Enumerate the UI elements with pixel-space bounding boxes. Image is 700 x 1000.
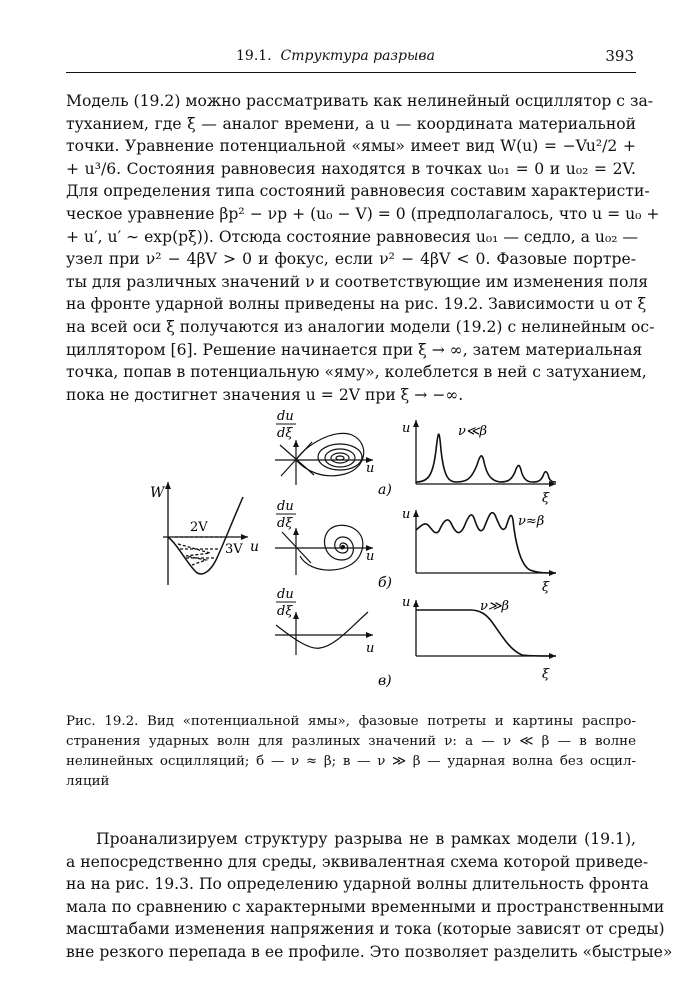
phase-a-du: du [277,409,294,424]
text-line: + u³/6. Состояния равновесия находятся в точках u₀₁ = 0 и u₀₂ = 2V. [66,159,636,178]
caption-line: ляций [66,774,110,789]
profile-c-xi: ξ [542,667,550,682]
profile-c-condition: ν≫β [480,599,510,614]
phase-portrait-a [275,433,373,485]
running-title [236,48,435,64]
text-line: пока не достигнет значения u = 2V при ξ → −∞. [66,385,464,404]
profile-b-condition: ν≈β [518,514,545,529]
orbit [336,456,344,460]
profile-a-u: u [402,421,411,436]
text-line: Для определения типа состояний равновесия составим характеристи- [66,182,650,201]
header-rule [66,72,636,73]
text-line: узел при ν² − 4βV > 0 и фокус, если ν² − 4βV < 0. Фазовые портре- [66,250,636,269]
panel-label-b: б) [378,575,393,591]
phase-b-du: du [277,499,294,514]
profile-a-xi: ξ [542,491,550,506]
text-line: на на рис. 19.3. По определению ударной волны длительность фронта [66,875,649,894]
phase-a-u: u [366,461,375,476]
phase-a-dxi: dξ [277,426,293,441]
section-title: Структура разрыва [280,48,435,64]
page-number: 393 [605,47,634,65]
phase-b-u: u [366,549,375,564]
text-line: на фронте ударной волны приведены на рис. 19.2. Зависимости u от ξ [66,295,647,314]
phase-b-dxi: dξ [277,516,293,531]
figure-19-2 [0,400,700,700]
panel-label-a: а) [378,482,392,498]
caption-line: Рис. 19.2. Вид «потенциальной ямы», фазовые потреты и картины распро- [66,714,636,729]
potential-curve [168,497,243,574]
text-line: + u′, u′ ∼ exp(pξ)). Отсюда состояние равновесия u₀₁ — седло, а u₀₂ — [66,227,639,246]
profile-curve [416,610,556,656]
text-line: ческое уравнение βp² − νp + (u₀ − V) = 0 (предполагалось, что u = u₀ + [66,204,660,223]
label-3v: 3V [225,542,243,557]
text-line: ты для различных значений ν и соответствующие им изменения поля [66,272,649,291]
phase-c-du: du [277,587,294,602]
text-line: а непосредственно для среды, эквивалентная схема которой приведе- [66,852,649,871]
profile-a-condition: ν≪β [458,424,488,439]
text-line: циллятором [6]. Решение начинается при ξ → ∞, затем материальная [66,340,643,359]
text-line: вне резкого перепада в ее профиле. Это позволяет разделить «быстрые» [66,942,673,961]
text-line: мала по сравнению с характерными временными и пространственными [66,897,665,916]
u-axis-label: u [250,539,260,555]
w-axis-label: W [150,485,165,501]
text-line: на всей оси ξ получаются из аналогии модели (19.2) с нелинейным ос- [66,317,655,336]
profile-b-u: u [402,507,411,522]
text-line: Проанализируем структуру разрыва не в рамках модели (19.1), [96,830,636,848]
text-line: точки. Уравнение потенциальной «ямы» имеет вид W(u) = −Vu²/2 + [66,137,636,156]
phase-c-dxi: dξ [277,604,293,619]
panel-label-c: в) [378,673,392,689]
caption-line: нелинейных осцилляций; б — ν ≈ β; в — ν ≫ β — ударная волна без осцил- [66,754,636,769]
caption-line: странения ударных волн для разлиных значений ν: а — ν ≪ β — в волне [66,734,636,749]
section-number: 19.1. [236,48,272,64]
text-line: точка, попав в потенциальную «яму», колеблется в ней с затуханием, [66,363,647,382]
paragraph-1 [66,90,660,406]
phase-c-u: u [366,641,375,656]
text-line: туханием, где ξ — аналог времени, а u — координата материальной [66,114,636,133]
spiral-center [342,546,345,549]
figure-caption [66,712,636,792]
paragraph-2 [66,828,673,964]
profile-c-u: u [402,595,411,610]
running-header [66,44,636,72]
profile-b-xi: ξ [542,580,550,595]
label-2v: 2V [190,520,208,535]
orbit [331,453,349,463]
phase-portrait-b [275,525,373,575]
text-line: масштабами изменения напряжения и тока (которые зависят от среды) [66,920,665,939]
profile-curve [416,434,556,482]
text-line: Модель (19.2) можно рассматривать как нелинейный осциллятор с за- [66,92,654,110]
orbit [325,449,355,467]
